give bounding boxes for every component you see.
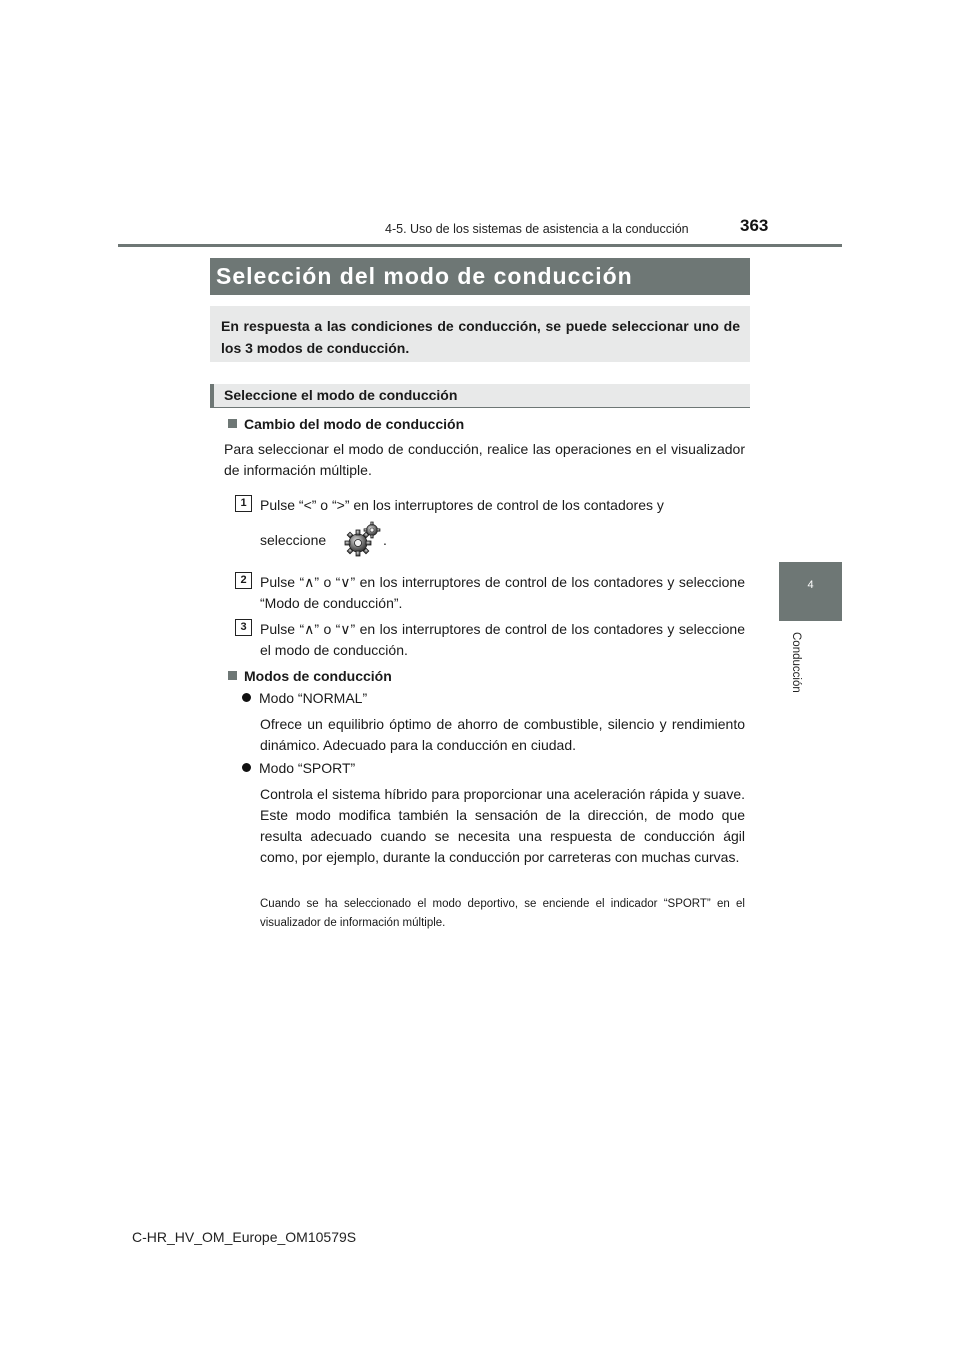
sport-note: Cuando se ha seleccionado el modo deportivo, se enciende el indicador “SPORT” en el visualizador de información múltiple.	[260, 898, 745, 929]
square-bullet-icon	[228, 671, 237, 680]
header-rule	[118, 244, 842, 247]
mode-sport-name: Modo “SPORT”	[259, 760, 356, 776]
square-bullet-icon	[228, 419, 237, 428]
intro-box: En respuesta a las condiciones de conducción, se puede seleccionar uno de los 3 modos de conducción.	[210, 306, 750, 362]
gear-icon	[341, 521, 381, 557]
step-number-3: 3	[235, 619, 252, 636]
change-mode-text: Para seleccionar el modo de conducción, realice las operaciones en el visualizador de información múltiple.	[224, 441, 745, 478]
mode-sport-title	[242, 758, 355, 779]
step-1-suffix: .	[383, 532, 387, 548]
subsection-title: Seleccione el modo de conducción	[224, 387, 458, 403]
change-mode-heading-text: Cambio del modo de conducción	[244, 416, 465, 432]
change-mode-heading	[228, 414, 464, 435]
mode-sport-desc: Controla el sistema híbrido para proporcionar una aceleración rápida y suave. Este modo modifica también la sensación de la dirección, de modo que resulta adecuado cuando se necesita una respuesta de conducción ágil como, por ejemplo, durante la conducción por carreteras con muchas curvas.	[260, 786, 745, 865]
step-3-text: Pulse “∧” o “∨” en los interruptores de control de los contadores y seleccione el modo de conducción.	[260, 621, 745, 658]
step-number-1: 1	[235, 495, 252, 512]
chapter-tab: 4	[779, 562, 842, 621]
mode-normal-name: Modo “NORMAL”	[259, 690, 368, 706]
document-id: C-HR_HV_OM_Europe_OM10579S	[132, 1229, 357, 1245]
step-number-2: 2	[235, 572, 252, 589]
mode-normal-desc: Ofrece un equilibrio óptimo de ahorro de combustible, silencio y rendimiento dinámico. Adecuado para la conducción en ciudad.	[260, 716, 745, 753]
modes-heading	[228, 666, 392, 687]
page-title: Selección del modo de conducción	[210, 258, 750, 295]
subsection-bar	[210, 384, 750, 408]
step-1-continuation: seleccione	[260, 532, 327, 548]
page-number: 363	[740, 216, 769, 235]
bullet-dot-icon	[242, 693, 251, 702]
chapter-label: Conducción	[790, 632, 802, 693]
modes-heading-text: Modos de conducción	[244, 668, 392, 684]
step-2-text: Pulse “∧” o “∨” en los interruptores de control de los contadores y seleccione “Modo de conducción”.	[260, 574, 745, 611]
bullet-dot-icon	[242, 763, 251, 772]
header-section: 4-5. Uso de los sistemas de asistencia a la conducción	[385, 222, 689, 236]
mode-normal-title	[242, 688, 367, 709]
subsection-accent	[210, 384, 214, 407]
step-1-text: Pulse “<” o “>” en los interruptores de control de los contadores y	[260, 497, 664, 513]
